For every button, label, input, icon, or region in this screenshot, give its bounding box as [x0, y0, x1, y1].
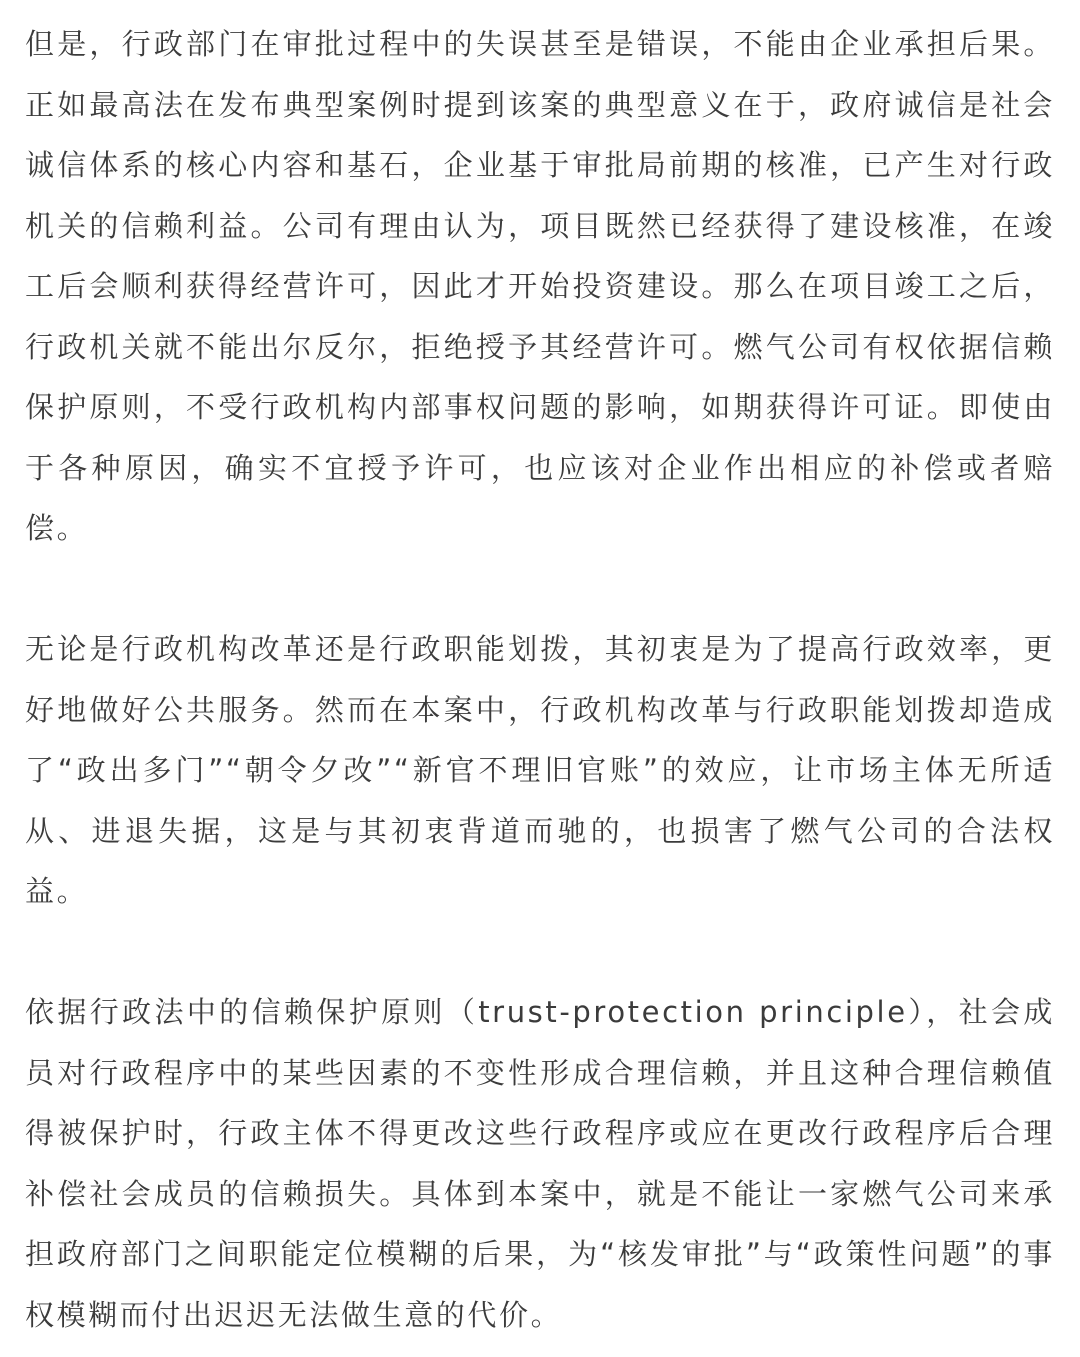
paragraph-3: 依据行政法中的信赖保护原则（trust-protection principle），社会成员对行政程序中的某些因素的不变性形成合理信赖，并且这种合理信赖值得被保护时，行政主体不得更改这些行政程序或应在更改行政程序后合理补偿社会成员的信赖损失。具体到本案中，就是不能让一家燃气公司来承担政府部门之间职能定位模糊的后果，为“核发审批”与“政策性问题”的事权模糊而付出迟迟无法做生意的代价。	[25, 995, 1055, 1332]
paragraph-2: 无论是行政机构改革还是行政职能划拨，其初衷是为了提高行政效率，更好地做好公共服务。然而在本案中，行政机构改革与行政职能划拨却造成了“政出多门”“朝令夕改”“新官不理旧官账”的效应，让市场主体无所适从、进退失据，这是与其初衷背道而驰的，也损害了燃气公司的合法权益。	[25, 632, 1055, 908]
article-body	[25, 14, 1055, 1345]
paragraph-1: 但是，行政部门在审批过程中的失误甚至是错误，不能由企业承担后果。正如最高法在发布典型案例时提到该案的典型意义在于，政府诚信是社会诚信体系的核心内容和基石，企业基于审批局前期的核准，已产生对行政机关的信赖利益。公司有理由认为，项目既然已经获得了建设核准，在竣工后会顺利获得经营许可，因此才开始投资建设。那么在项目竣工之后，行政机关就不能出尔反尔，拒绝授予其经营许可。燃气公司有权依据信赖保护原则，不受行政机构内部事权问题的影响，如期获得许可证。即使由于各种原因，确实不宜授予许可，也应该对企业作出相应的补偿或者赔偿。	[25, 27, 1055, 545]
